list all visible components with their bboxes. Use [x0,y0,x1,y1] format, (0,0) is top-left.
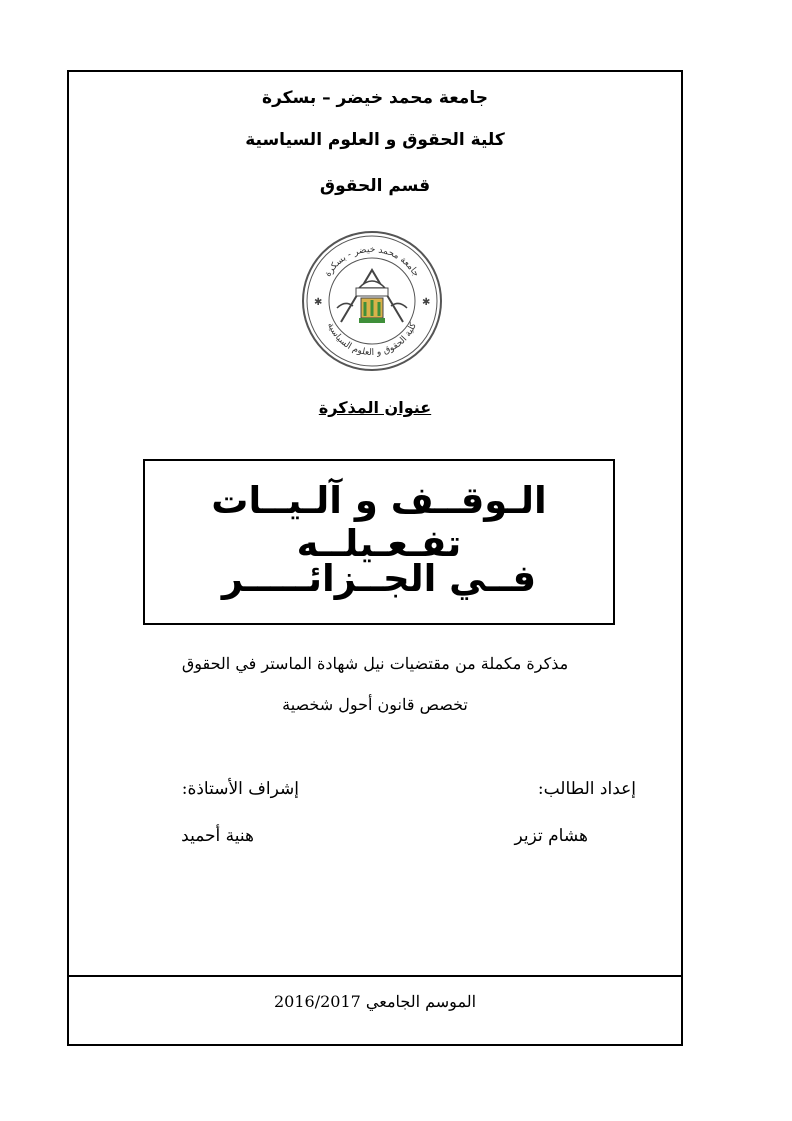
university-name: جامعة محمد خيضر – بسكرة [262,88,488,108]
thesis-title-line2: فــي الجــزائـــــر [221,557,537,600]
faculty-name: كلية الحقوق و العلوم السياسية [245,130,505,150]
student-name: هشام تزير [514,826,588,846]
supervision-label: إشراف الأستاذة: [181,779,299,799]
svg-text:✱: ✱ [314,297,323,308]
specialization: تخصص قانون أحول شخصية [282,695,468,714]
academic-year: الموسم الجامعي 2016/2017 [273,992,477,1011]
page-frame [67,70,683,1046]
thesis-title-line1: الـوقــف و آلـيــات تفـعـيلــه [211,479,547,565]
supervisor-name: هنية أحميد [181,826,254,846]
university-seal-logo [301,230,443,372]
footer-divider [69,975,681,977]
memo-title-label: عنوان المذكرة [318,398,432,417]
svg-text:جامعة محمد خيضر - بسكرة [323,245,421,279]
department-name: قسم الحقوق [319,176,431,196]
degree-description: مذكرة مكملة من مقتضيات نيل شهادة الماستر في الحقوق [181,654,569,673]
seal-text-top: جامعة محمد خيضر - بسكرة [323,244,421,279]
svg-text:✱: ✱ [422,297,431,308]
thesis-title-box [143,459,615,625]
seal-text-bottom: كلية الحقوق و العلوم السياسية [325,321,419,359]
svg-text:كلية الحقوق و العلوم السياسية [325,321,419,358]
prepared-by-label: إعداد الطالب: [537,779,636,799]
